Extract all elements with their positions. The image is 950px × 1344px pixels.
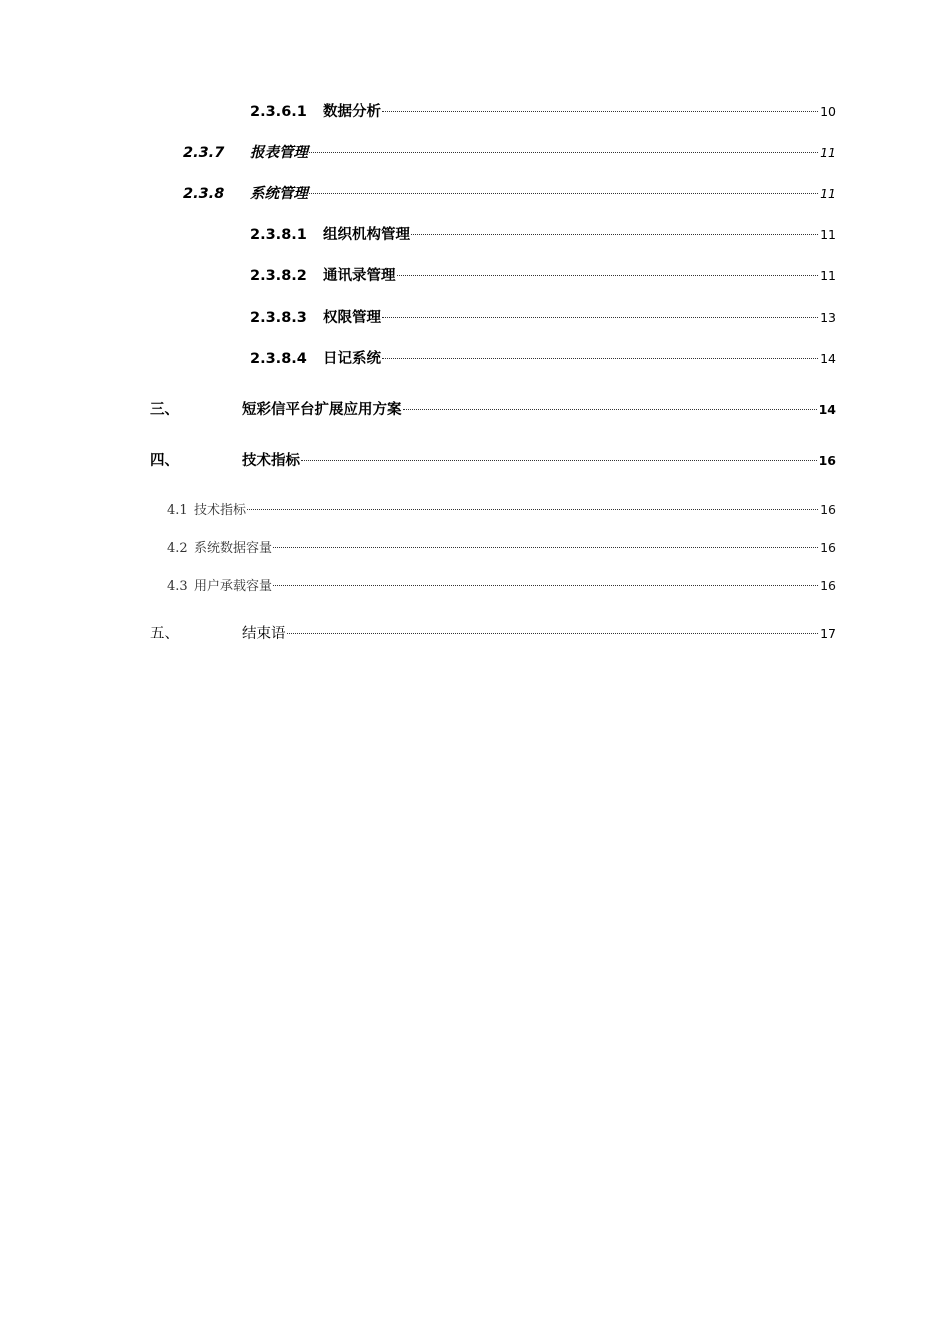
toc-leader-dots [309, 152, 818, 153]
toc-leader-dots [309, 193, 818, 194]
toc-entry-title: 报表管理 [250, 145, 308, 161]
toc-entry-2-3-8[interactable] [183, 184, 836, 204]
toc-entry-title: 技术指标 [194, 503, 247, 518]
toc-entry-number: 五、 [150, 626, 179, 642]
toc-entry-4-2[interactable] [167, 538, 836, 559]
toc-entry-page: 16 [820, 578, 836, 593]
toc-entry-page: 14 [818, 402, 836, 417]
toc-entry-2-3-8-4[interactable] [250, 349, 836, 369]
toc-entry-number: 2.3.7 [183, 145, 225, 161]
toc-leader-dots [247, 509, 818, 510]
toc-entry-title: 数据分析 [323, 104, 381, 120]
toc-entry-page: 14 [820, 351, 836, 366]
toc-entry-number: 2.3.6.1 [250, 104, 307, 120]
toc-entry-title: 短彩信平台扩展应用方案 [242, 402, 402, 418]
toc-entry-chapter-5[interactable] [150, 624, 836, 644]
toc-entry-page: 11 [820, 145, 836, 160]
toc-leader-dots [397, 275, 819, 276]
toc-entry-title: 系统管理 [250, 186, 308, 202]
toc-leader-dots [382, 317, 818, 318]
toc-entry-title: 结束语 [242, 626, 286, 642]
toc-leader-dots [287, 633, 819, 634]
toc-leader-dots [301, 460, 817, 461]
toc-leader-dots [273, 585, 818, 586]
toc-entry-number: 2.3.8 [183, 186, 225, 202]
toc-entry-title: 用户承载容量 [194, 579, 273, 594]
toc-entry-number: 4.1 [167, 503, 188, 518]
toc-entry-number: 4.3 [167, 579, 188, 594]
toc-entry-title: 技术指标 [242, 453, 300, 469]
toc-entry-number: 2.3.8.1 [250, 227, 307, 243]
toc-entry-page: 11 [820, 268, 836, 283]
toc-entry-page: 16 [818, 453, 836, 468]
toc-entry-2-3-8-1[interactable] [250, 225, 836, 245]
toc-entry-2-3-6-1[interactable] [250, 102, 836, 122]
toc-entry-number: 2.3.8.2 [250, 268, 307, 284]
toc-entry-page: 10 [820, 104, 836, 119]
toc-entry-title: 通讯录管理 [323, 268, 396, 284]
toc-entry-number: 四、 [150, 453, 179, 469]
toc-entry-title: 权限管理 [323, 310, 381, 326]
toc-entry-chapter-3[interactable] [150, 400, 836, 420]
toc-entry-page: 11 [820, 227, 836, 242]
toc-entry-page: 16 [820, 502, 836, 517]
toc-entry-number: 三、 [150, 402, 179, 418]
toc-entry-title: 系统数据容量 [194, 541, 273, 556]
toc-entry-2-3-8-3[interactable] [250, 308, 836, 328]
toc-entry-title: 组织机构管理 [323, 227, 410, 243]
toc-leader-dots [382, 358, 818, 359]
toc-leader-dots [411, 234, 818, 235]
toc-leader-dots [382, 111, 818, 112]
toc-entry-page: 13 [820, 310, 836, 325]
toc-entry-chapter-4[interactable] [150, 451, 836, 471]
toc-entry-page: 17 [820, 626, 836, 641]
toc-entry-page: 16 [820, 540, 836, 555]
toc-entry-number: 4.2 [167, 541, 188, 556]
toc-entry-title: 日记系统 [323, 351, 381, 367]
toc-leader-dots [403, 409, 817, 410]
toc-entry-2-3-8-2[interactable] [250, 266, 836, 286]
toc-entry-number: 2.3.8.4 [250, 351, 307, 367]
toc-entry-2-3-7[interactable] [183, 143, 836, 163]
toc-entry-4-3[interactable] [167, 576, 836, 597]
toc-entry-number: 2.3.8.3 [250, 310, 307, 326]
toc-entry-page: 11 [820, 186, 836, 201]
toc-entry-4-1[interactable] [167, 500, 836, 521]
toc-leader-dots [273, 547, 818, 548]
